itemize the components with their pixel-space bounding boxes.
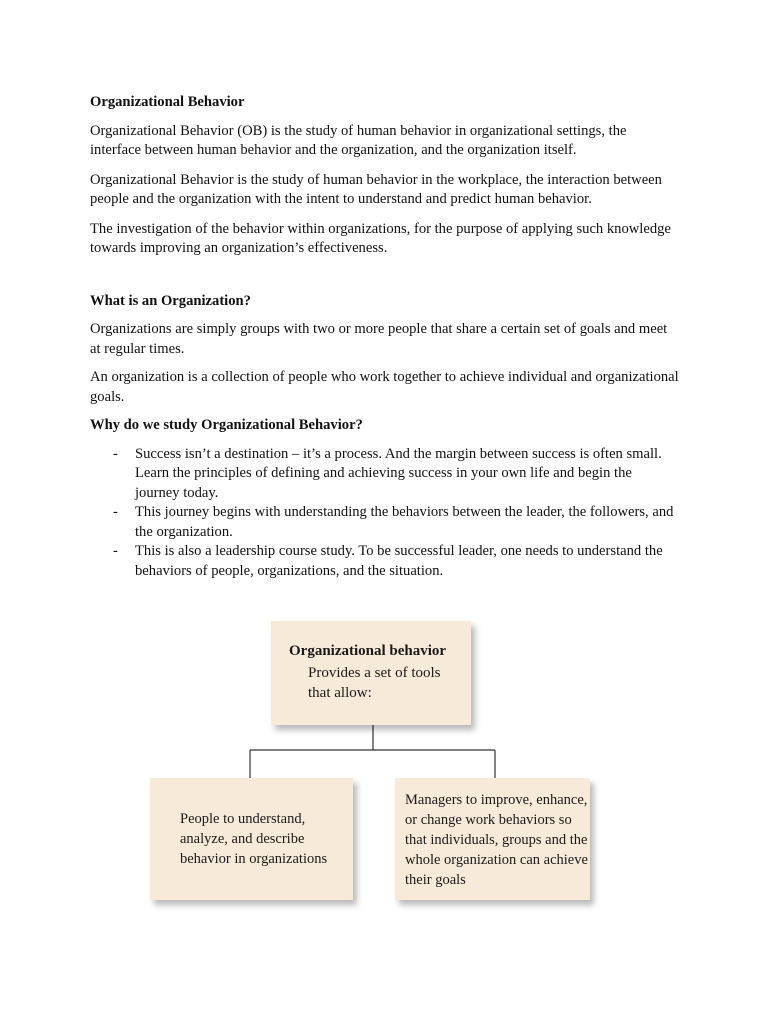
bullet-item	[90, 542, 680, 581]
paragraph-organization-collection: An organization is a collection of people who work together to achieve individual and organizational goals.	[90, 369, 679, 405]
diagram-box-right	[395, 778, 590, 900]
bullet-marker: -	[113, 543, 118, 559]
document-body	[90, 93, 680, 581]
diagram-top-text: Provides a set of tools that allow:	[308, 665, 441, 701]
diagram-top-title: Organizational behavior	[289, 643, 447, 659]
diagram-right-text: Managers to improve, enhance, or change work behaviors so that individuals, groups and the whole organization can achieve their goals	[405, 792, 588, 888]
heading-why-study: Why do we study Organizational Behavior?	[90, 417, 363, 433]
ob-diagram	[145, 615, 595, 915]
diagram-left-text: People to understand, analyze, and describe behavior in organizations	[180, 811, 328, 867]
diagram-box-top	[271, 621, 471, 725]
bullet-item	[90, 503, 680, 542]
paragraph-ob-workplace: Organizational Behavior is the study of human behavior in the workplace, the interaction between people and the organization with the intent to understand and predict human behavior.	[90, 171, 662, 207]
paragraph-ob-definition: Organizational Behavior (OB) is the study of human behavior in organizational settings, the interface between human behavior and the organization, and the organization itself.	[90, 122, 627, 158]
bullet-list	[90, 445, 680, 582]
diagram-box-left	[150, 778, 353, 900]
heading-organizational-behavior: Organizational Behavior	[90, 94, 245, 110]
bullet-text: This journey begins with understanding the behaviors between the leader, the followers, and the organization.	[135, 504, 674, 540]
bullet-item	[90, 445, 680, 504]
paragraph-organization-groups: Organizations are simply groups with two or more people that share a certain set of goals and meet at regular times.	[90, 321, 668, 357]
bullet-marker: -	[113, 504, 118, 520]
bullet-text: Success isn’t a destination – it’s a process. And the margin between success is often small. Learn the principles of defining and achieving success in your own life and begin the journey today.	[135, 445, 662, 501]
heading-what-is-organization: What is an Organization?	[90, 292, 251, 309]
paragraph-ob-investigation: The investigation of the behavior within organizations, for the purpose of applying such knowledge towards improving an organization’s effectiveness.	[90, 220, 671, 256]
bullet-text: This is also a leadership course study. To be successful leader, one needs to understand the behaviors of people, organizations, and the situation.	[135, 543, 663, 579]
bullet-marker: -	[113, 445, 118, 462]
